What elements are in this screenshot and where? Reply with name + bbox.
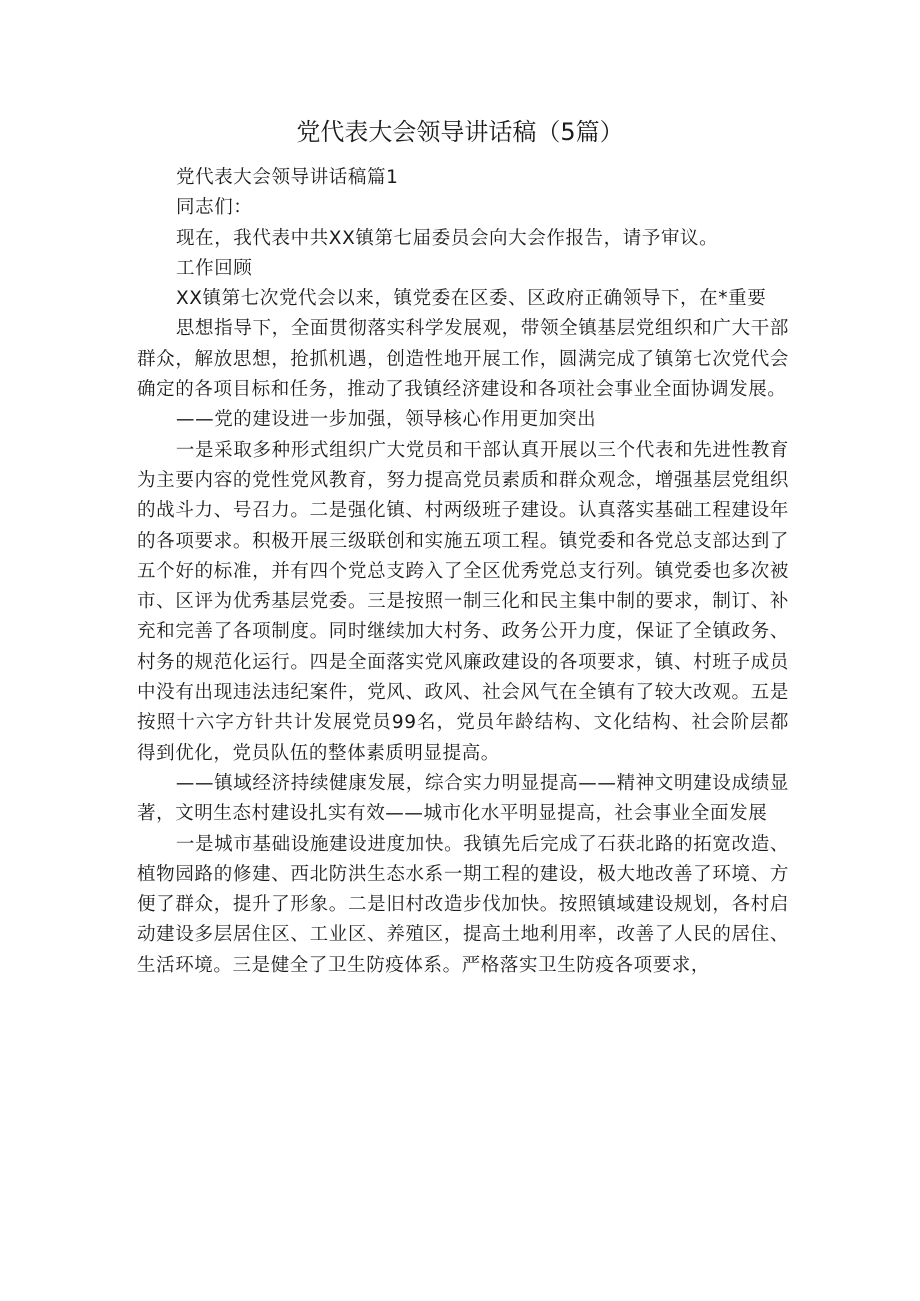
paragraph: XX镇第七次党代会以来，镇党委在区委、区政府正确领导下，在*重要 xyxy=(176,288,767,310)
paragraph: 一是采取多种形式组织广大党员和干部认真开展以三个代表和先进性教育为主要内容的党性党风教育，努力提高党员素质和群众观念，增强基层党组织的战斗力、号召力。二是强化镇、村两级班子建设。认真落实基础工程建设年的各项要求。积极开展三级联创和实施五项工程。镇党委和各党总支部达到了五个好的标准，并有四个党总支跨入了全区优秀党总支行列。镇党委也多次被市、区评为优秀基层党委。三是按照一制三化和民主集中制的要求，制订、补充和完善了各项制度。同时继续加大村务、政务公开力度，保证了全镇政务、村务的规范化运行。四是全面落实党风廉政建设的各项要求，镇、村班子成员中没有出现违法违纪案件，党风、政风、社会风气在全镇有了较大改观。五是按照十六字方针共计发展党员99名，党员年龄结构、文化结构、社会阶层都得到优化，党员队伍的整体素质明显提高。 xyxy=(137,439,789,764)
subsection-heading: ——党的建设进一步加强，领导核心作用更加突出 xyxy=(176,409,597,431)
paragraph: 现在，我代表中共XX镇第七届委员会向大会作报告，请予审议。 xyxy=(176,227,719,249)
subsection-heading: 工作回顾 xyxy=(176,257,253,279)
document-title: 党代表大会领导讲话稿（5篇） xyxy=(296,118,624,146)
salutation: 同志们： xyxy=(176,197,253,219)
subsection-heading: ——镇域经济持续健康发展，综合实力明显提高——精神文明建设成绩显著，文明生态村建设扎实有效——城市化水平明显提高，社会事业全面发展 xyxy=(137,772,789,825)
document-body xyxy=(137,163,789,981)
section-heading: 党代表大会领导讲话稿篇1 xyxy=(176,167,399,188)
paragraph: 一是城市基础设施建设进度加快。我镇先后完成了石获北路的拓宽改造、植物园路的修建、西北防洪生态水系一期工程的建设，极大地改善了环境、方便了群众，提升了形象。二是旧村改造步伐加快。按照镇域建设规划，各村启动建设多层居住区、工业区、养殖区，提高土地利用率，改善了人民的居住、生活环境。三是健全了卫生防疫体系。严格落实卫生防疫各项要求， xyxy=(137,833,789,976)
paragraph: 思想指导下，全面贯彻落实科学发展观，带领全镇基层党组织和广大干部群众，解放思想，抢抓机遇，创造性地开展工作，圆满完成了镇第七次党代会确定的各项目标和任务，推动了我镇经济建设和各项社会事业全面协调发展。 xyxy=(137,318,789,401)
